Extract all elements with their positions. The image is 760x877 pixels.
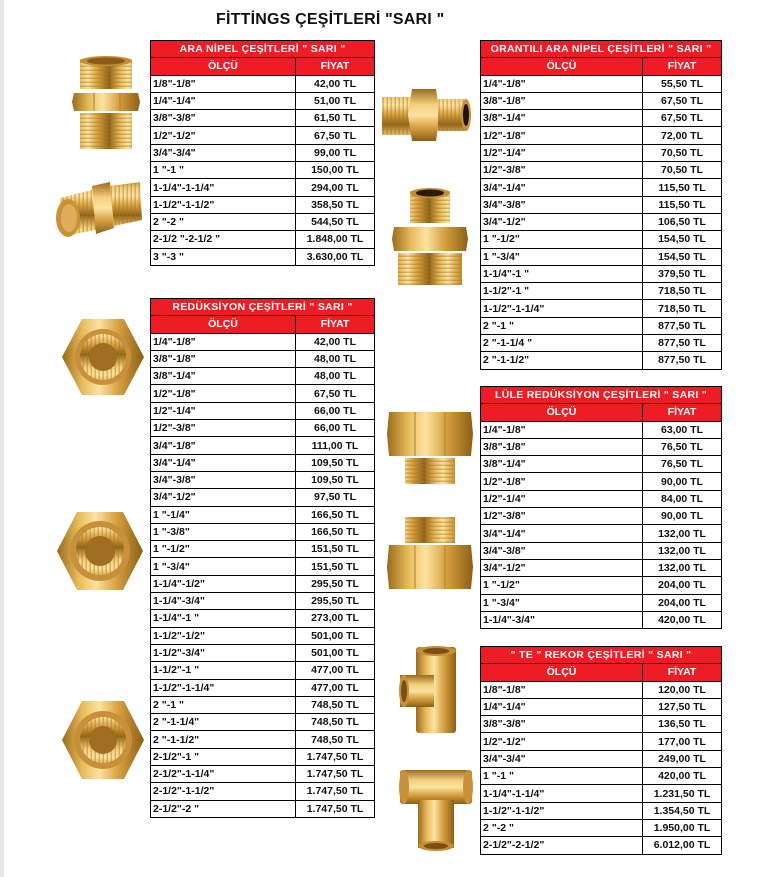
price-cell: 748,50 TL	[296, 696, 375, 713]
table-row	[151, 196, 375, 213]
table-row	[151, 731, 375, 748]
table-row	[481, 196, 722, 213]
table-row	[151, 75, 375, 92]
size-cell: 2-1/2"-1-1/2"	[151, 783, 296, 800]
table-row	[151, 679, 375, 696]
table-row	[481, 577, 722, 594]
te-rekor-table	[480, 646, 722, 855]
reduksiyon-image-3	[60, 697, 146, 783]
price-cell: 379,50 TL	[643, 265, 722, 282]
price-cell: 84,00 TL	[643, 490, 722, 507]
price-cell: 249,00 TL	[643, 750, 722, 767]
size-cell: 1-1/4"-1/2"	[151, 575, 296, 592]
table-row	[481, 317, 722, 334]
size-cell: 1-1/2"-1-1/2"	[481, 802, 643, 819]
ara-nipel-upright-image	[70, 55, 142, 153]
table-row	[481, 421, 722, 438]
table-row	[481, 265, 722, 282]
table-row	[481, 127, 722, 144]
price-cell: 420,00 TL	[643, 611, 722, 628]
reduksiyon-table	[150, 298, 375, 818]
size-cell: 1/2"-1/8"	[151, 385, 296, 402]
size-cell: 1-1/4"-1-1/4"	[151, 179, 296, 196]
price-cell: 477,00 TL	[296, 662, 375, 679]
price-cell: 66,00 TL	[296, 402, 375, 419]
price-cell: 718,50 TL	[643, 283, 722, 300]
column-header-price: FİYAT	[643, 664, 722, 681]
price-cell: 1.848,00 TL	[296, 231, 375, 248]
table-row	[481, 283, 722, 300]
price-cell: 90,00 TL	[643, 508, 722, 525]
size-cell: 1-1/2"-1-1/4"	[151, 679, 296, 696]
size-cell: 3/4"-1/4"	[481, 179, 643, 196]
price-cell: 1.354,50 TL	[643, 802, 722, 819]
column-header-price: FİYAT	[296, 58, 375, 75]
size-cell: 3/4"-3/8"	[151, 471, 296, 488]
orantili-ara-nipel-table	[480, 40, 722, 370]
table-row	[481, 144, 722, 161]
table-row	[481, 611, 722, 628]
lule-reduksiyon-table	[480, 386, 722, 629]
table-row	[481, 733, 722, 750]
table-row	[151, 610, 375, 627]
price-cell: 66,00 TL	[296, 420, 375, 437]
price-cell: 67,50 TL	[296, 385, 375, 402]
table-row	[151, 644, 375, 661]
price-cell: 132,00 TL	[643, 525, 722, 542]
size-cell: 1 "-3/4"	[481, 248, 643, 265]
table-row	[151, 541, 375, 558]
table-row	[481, 335, 722, 352]
orantili-nipel-lying-image	[380, 85, 472, 145]
size-cell: 3/4"-1/4"	[481, 525, 643, 542]
table-row	[151, 248, 375, 265]
size-cell: 1-1/4"-1-1/4"	[481, 785, 643, 802]
size-cell: 3/8"-3/8"	[151, 110, 296, 127]
table-row	[481, 300, 722, 317]
size-cell: 3/8"-1/4"	[481, 110, 643, 127]
table-row	[151, 783, 375, 800]
table-row	[151, 231, 375, 248]
page-edge	[0, 0, 4, 877]
table-row	[151, 144, 375, 161]
size-cell: 1/2"-1/4"	[481, 490, 643, 507]
column-header-price: FİYAT	[643, 404, 722, 421]
size-cell: 1/4"-1/4"	[481, 698, 643, 715]
size-cell: 2 "-1-1/2"	[481, 352, 643, 369]
table-row	[151, 506, 375, 523]
price-cell: 877,50 TL	[643, 352, 722, 369]
price-cell: 154,50 TL	[643, 248, 722, 265]
table-row	[151, 714, 375, 731]
lule-reduksiyon-image-2	[385, 515, 475, 591]
size-cell: 1 "-3/4"	[151, 558, 296, 575]
table-row	[481, 819, 722, 836]
size-cell: 1/2"-1/2"	[481, 733, 643, 750]
table-row	[481, 837, 722, 854]
price-cell: 72,00 TL	[643, 127, 722, 144]
table-row	[151, 800, 375, 817]
price-cell: 3.630,00 TL	[296, 248, 375, 265]
table-row	[151, 627, 375, 644]
price-cell: 63,00 TL	[643, 421, 722, 438]
price-cell: 67,50 TL	[296, 127, 375, 144]
table-row	[481, 438, 722, 455]
price-cell: 115,50 TL	[643, 179, 722, 196]
size-cell: 1/2"-1/2"	[151, 127, 296, 144]
table-row	[151, 575, 375, 592]
table-row	[151, 523, 375, 540]
size-cell: 3/8"-1/8"	[481, 438, 643, 455]
price-cell: 132,00 TL	[643, 559, 722, 576]
size-cell: 1/2"-1/4"	[481, 144, 643, 161]
price-cell: 1.231,50 TL	[643, 785, 722, 802]
column-header-size: ÖLÇÜ	[481, 58, 643, 75]
size-cell: 1/4"-1/8"	[481, 421, 643, 438]
price-cell: 877,50 TL	[643, 317, 722, 334]
table-row	[481, 508, 722, 525]
page-title: FİTTİNGS ÇEŞİTLERİ "SARI "	[216, 11, 445, 28]
size-cell: 3/8"-1/8"	[481, 92, 643, 109]
price-cell: 70,50 TL	[643, 162, 722, 179]
size-cell: 1 "-1 "	[481, 768, 643, 785]
size-cell: 3/4"-1/4"	[151, 454, 296, 471]
size-cell: 2 "-2 "	[481, 819, 643, 836]
table-row	[151, 471, 375, 488]
ara-nipel-lying-image	[52, 176, 146, 242]
size-cell: 1-1/2"-1/2"	[151, 627, 296, 644]
price-cell: 1.950,00 TL	[643, 819, 722, 836]
table-row	[151, 748, 375, 765]
table-title: LÜLE REDÜKSİYON ÇEŞİTLERİ " SARI "	[481, 387, 722, 404]
price-cell: 154,50 TL	[643, 231, 722, 248]
price-cell: 55,50 TL	[643, 75, 722, 92]
table-row	[481, 542, 722, 559]
te-rekor-image-2	[398, 760, 474, 852]
size-cell: 1/2"-1/4"	[151, 402, 296, 419]
price-cell: 109,50 TL	[296, 471, 375, 488]
table-row	[481, 75, 722, 92]
size-cell: 1-1/2"-1 "	[151, 662, 296, 679]
price-cell: 76,50 TL	[643, 456, 722, 473]
price-cell: 109,50 TL	[296, 454, 375, 471]
table-row	[151, 696, 375, 713]
price-cell: 295,50 TL	[296, 593, 375, 610]
price-cell: 1.747,50 TL	[296, 783, 375, 800]
table-row	[481, 231, 722, 248]
column-header-size: ÖLÇÜ	[151, 316, 296, 333]
size-cell: 3/4"-3/4"	[151, 144, 296, 161]
size-cell: 1/2"-3/8"	[481, 162, 643, 179]
table-row	[151, 420, 375, 437]
table-row	[481, 179, 722, 196]
price-cell: 1.747,50 TL	[296, 800, 375, 817]
table-row	[481, 248, 722, 265]
size-cell: 1/4"-1/4"	[151, 92, 296, 109]
table-row	[151, 368, 375, 385]
size-cell: 2-1/2"-1 "	[151, 748, 296, 765]
size-cell: 2-1/2"-1-1/4"	[151, 766, 296, 783]
size-cell: 3/4"-1/2"	[481, 213, 643, 230]
size-cell: 2-1/2 "-2-1/2 "	[151, 231, 296, 248]
table-row	[481, 802, 722, 819]
table-title: ORANTILI ARA NİPEL ÇEŞİTLERİ " SARI "	[481, 41, 722, 58]
price-cell: 273,00 TL	[296, 610, 375, 627]
price-cell: 204,00 TL	[643, 577, 722, 594]
size-cell: 1/2"-1/8"	[481, 127, 643, 144]
table-row	[151, 110, 375, 127]
size-cell: 2 "-1-1/4"	[151, 714, 296, 731]
size-cell: 3/4"-1/8"	[151, 437, 296, 454]
price-cell: 544,50 TL	[296, 213, 375, 230]
table-title: ARA NİPEL ÇEŞİTLERİ " SARI "	[151, 41, 375, 58]
table-row	[151, 333, 375, 350]
price-cell: 1.747,50 TL	[296, 748, 375, 765]
price-cell: 99,00 TL	[296, 144, 375, 161]
table-row	[481, 213, 722, 230]
price-cell: 151,50 TL	[296, 541, 375, 558]
price-cell: 6.012,00 TL	[643, 837, 722, 854]
reduksiyon-image-2	[55, 508, 145, 594]
reduksiyon-image-1	[60, 315, 146, 399]
size-cell: 3/4"-1/2"	[481, 559, 643, 576]
size-cell: 1-1/2"-3/4"	[151, 644, 296, 661]
price-cell: 718,50 TL	[643, 300, 722, 317]
price-cell: 70,50 TL	[643, 144, 722, 161]
price-cell: 61,50 TL	[296, 110, 375, 127]
price-cell: 115,50 TL	[643, 196, 722, 213]
price-cell: 420,00 TL	[643, 768, 722, 785]
table-row	[151, 558, 375, 575]
price-cell: 97,50 TL	[296, 489, 375, 506]
size-cell: 3/4"-1/2"	[151, 489, 296, 506]
table-row	[481, 768, 722, 785]
price-cell: 150,00 TL	[296, 162, 375, 179]
size-cell: 3/4"-3/8"	[481, 542, 643, 559]
price-cell: 358,50 TL	[296, 196, 375, 213]
size-cell: 1/2"-3/8"	[481, 508, 643, 525]
table-row	[481, 698, 722, 715]
size-cell: 1 "-1/2"	[151, 541, 296, 558]
size-cell: 1/4"-1/8"	[481, 75, 643, 92]
price-cell: 204,00 TL	[643, 594, 722, 611]
size-cell: 3/8"-1/4"	[151, 368, 296, 385]
price-cell: 90,00 TL	[643, 473, 722, 490]
table-row	[481, 525, 722, 542]
price-cell: 67,50 TL	[643, 110, 722, 127]
table-row	[151, 489, 375, 506]
table-row	[151, 766, 375, 783]
size-cell: 1/4"-1/8"	[151, 333, 296, 350]
size-cell: 1 "-1/2"	[481, 231, 643, 248]
table-row	[151, 593, 375, 610]
table-row	[151, 350, 375, 367]
ara-nipel-table	[150, 40, 375, 266]
size-cell: 2 "-1-1/4 "	[481, 335, 643, 352]
size-cell: 1-1/2"-1 "	[481, 283, 643, 300]
size-cell: 1-1/4"-3/4"	[151, 593, 296, 610]
price-cell: 106,50 TL	[643, 213, 722, 230]
size-cell: 1 "-1/4"	[151, 506, 296, 523]
size-cell: 1 "-3/4"	[481, 594, 643, 611]
table-row	[151, 437, 375, 454]
price-cell: 132,00 TL	[643, 542, 722, 559]
size-cell: 2 "-2 "	[151, 213, 296, 230]
column-header-size: ÖLÇÜ	[481, 404, 643, 421]
size-cell: 1 "-3/8"	[151, 523, 296, 540]
table-row	[151, 385, 375, 402]
size-cell: 1-1/4"-3/4"	[481, 611, 643, 628]
size-cell: 1/8"-1/8"	[481, 681, 643, 698]
table-row	[151, 402, 375, 419]
table-row	[151, 662, 375, 679]
size-cell: 1/8"-1/8"	[151, 75, 296, 92]
table-row	[151, 127, 375, 144]
price-cell: 501,00 TL	[296, 627, 375, 644]
table-row	[151, 92, 375, 109]
size-cell: 3/8"-1/4"	[481, 456, 643, 473]
price-cell: 136,50 TL	[643, 716, 722, 733]
price-cell: 42,00 TL	[296, 333, 375, 350]
price-cell: 48,00 TL	[296, 350, 375, 367]
table-row	[481, 162, 722, 179]
lule-reduksiyon-image-1	[385, 410, 475, 486]
size-cell: 3/8"-1/8"	[151, 350, 296, 367]
table-row	[481, 92, 722, 109]
table-title: REDÜKSİYON ÇEŞİTLERİ " SARI "	[151, 299, 375, 316]
size-cell: 2-1/2"-2-1/2"	[481, 837, 643, 854]
price-cell: 42,00 TL	[296, 75, 375, 92]
price-cell: 877,50 TL	[643, 335, 722, 352]
price-cell: 51,00 TL	[296, 92, 375, 109]
price-cell: 501,00 TL	[296, 644, 375, 661]
price-cell: 748,50 TL	[296, 714, 375, 731]
price-cell: 166,50 TL	[296, 506, 375, 523]
table-row	[481, 110, 722, 127]
table-row	[481, 456, 722, 473]
price-cell: 67,50 TL	[643, 92, 722, 109]
size-cell: 1-1/2"-1-1/2"	[151, 196, 296, 213]
price-cell: 1.747,50 TL	[296, 766, 375, 783]
column-header-price: FİYAT	[296, 316, 375, 333]
table-row	[151, 162, 375, 179]
size-cell: 1 "-1 "	[151, 162, 296, 179]
table-row	[151, 179, 375, 196]
price-cell: 76,50 TL	[643, 438, 722, 455]
table-row	[151, 213, 375, 230]
te-rekor-image-1	[398, 645, 474, 735]
column-header-price: FİYAT	[643, 58, 722, 75]
table-row	[481, 352, 722, 369]
size-cell: 1-1/2"-1-1/4"	[481, 300, 643, 317]
orantili-nipel-upright-image	[390, 185, 470, 287]
table-row	[481, 750, 722, 767]
size-cell: 3/8"-3/8"	[481, 716, 643, 733]
size-cell: 2 "-1-1/2"	[151, 731, 296, 748]
price-cell: 748,50 TL	[296, 731, 375, 748]
table-row	[481, 681, 722, 698]
price-cell: 177,00 TL	[643, 733, 722, 750]
price-cell: 111,00 TL	[296, 437, 375, 454]
table-row	[151, 454, 375, 471]
size-cell: 1 "-1/2"	[481, 577, 643, 594]
size-cell: 2 "-1 "	[481, 317, 643, 334]
table-row	[481, 594, 722, 611]
price-cell: 295,50 TL	[296, 575, 375, 592]
table-title: " TE " REKOR ÇEŞİTLERİ " SARI "	[481, 647, 722, 664]
size-cell: 3 "-3 "	[151, 248, 296, 265]
price-cell: 127,50 TL	[643, 698, 722, 715]
table-row	[481, 559, 722, 576]
table-row	[481, 785, 722, 802]
table-row	[481, 716, 722, 733]
table-row	[481, 473, 722, 490]
size-cell: 1-1/4"-1 "	[151, 610, 296, 627]
price-cell: 477,00 TL	[296, 679, 375, 696]
price-cell: 151,50 TL	[296, 558, 375, 575]
size-cell: 3/4"-3/4"	[481, 750, 643, 767]
size-cell: 1/2"-3/8"	[151, 420, 296, 437]
price-cell: 294,00 TL	[296, 179, 375, 196]
size-cell: 3/4"-3/8"	[481, 196, 643, 213]
size-cell: 2-1/2"-2 "	[151, 800, 296, 817]
price-cell: 120,00 TL	[643, 681, 722, 698]
size-cell: 2 "-1 "	[151, 696, 296, 713]
size-cell: 1/2"-1/8"	[481, 473, 643, 490]
size-cell: 1-1/4"-1 "	[481, 265, 643, 282]
table-row	[481, 490, 722, 507]
column-header-size: ÖLÇÜ	[481, 664, 643, 681]
price-cell: 166,50 TL	[296, 523, 375, 540]
price-cell: 48,00 TL	[296, 368, 375, 385]
column-header-size: ÖLÇÜ	[151, 58, 296, 75]
